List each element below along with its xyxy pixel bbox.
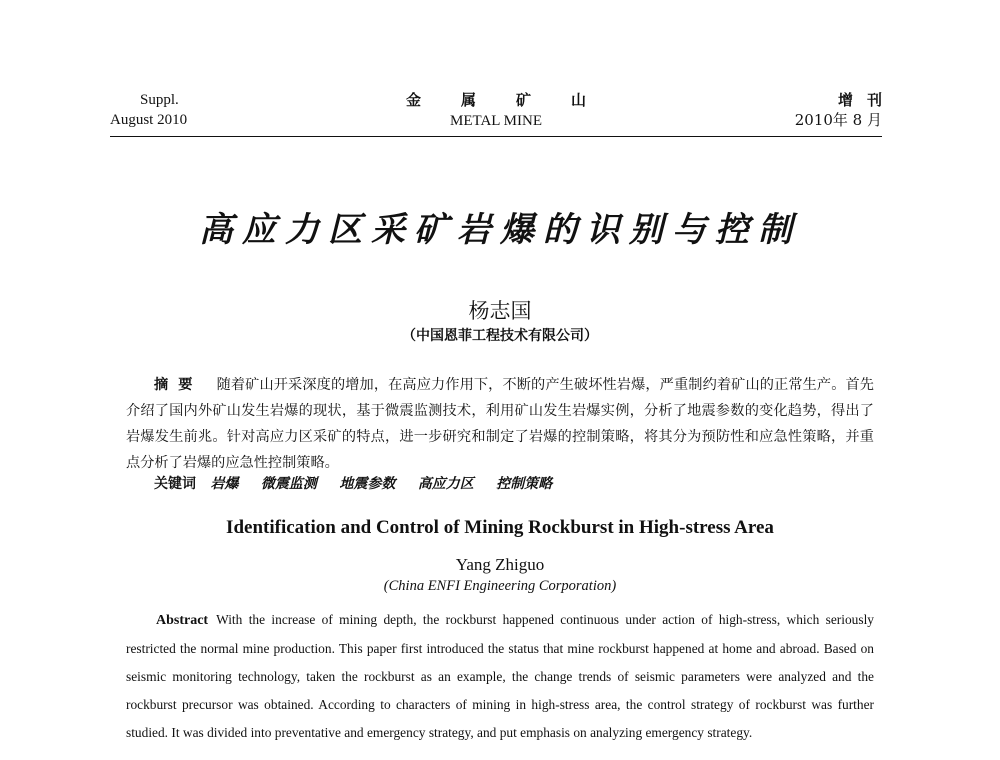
keyword-cn: 微震监测 (260, 476, 317, 492)
keyword-cn: 控制策略 (496, 476, 553, 492)
keyword-cn: 岩爆 (210, 476, 239, 492)
abstract-en-label: Abstract (156, 613, 209, 628)
header-supplement-cn: 增刊 (837, 91, 896, 109)
journal-name-cn: 金属矿山 (405, 91, 626, 109)
title-cn: 高应力区采矿岩爆的识别与控制 (199, 210, 801, 250)
keyword-cn: 地震参数 (339, 476, 396, 492)
affiliation-cn: （中国恩菲工程技术有限公司） (402, 328, 598, 344)
abstract-cn (126, 372, 874, 476)
abstract-en (126, 606, 874, 747)
keywords-cn (154, 474, 570, 494)
author-en: Yang Zhiguo (455, 555, 545, 574)
header-right (794, 90, 896, 130)
header-center (110, 90, 882, 132)
author-cn: 杨志国 (468, 299, 532, 323)
keywords-cn-label: 关键词 (154, 476, 196, 492)
header-suppl: Suppl. (140, 92, 179, 108)
title-en: Identification and Control of Mining Rockburst in High-stress Area (226, 517, 774, 538)
header-date-en: August 2010 (110, 112, 188, 128)
abstract-cn-text: 随着矿山开采深度的增加，在高应力作用下，不断的产生破坏性岩爆，严重制约着矿山的正常生产。首先介绍了国内外矿山发生岩爆的现状，基于微震监测技术，利用矿山发生岩爆实例，分析了地震参数的变化趋势，得出了岩爆发生前兆。针对高应力区采矿的特点，进一步研究和制定了岩爆的控制策略，将其分为预防性和应急性策略，并重点分析了岩爆的应急性控制策略。 (126, 377, 874, 471)
header-date-cn: 2010年 8 月 (794, 111, 882, 129)
abstract-en-text: With the increase of mining depth, the rockburst happened continuous under action of high-stress, which seriously restricted the normal mine production. This paper first introduced the status that mine rockburst happened at home and abroad. Based on seismic monitoring technology, taken the rockburst as an example, the change trends of seismic parameters were analyzed and the rockburst precursor was obtained. According to characters of mining in high-stress area, the control strategy of rockburst was further studied. It was divided into preventative and emergency strategy, and put emphasis on analyzing emergency strategy. (126, 612, 874, 740)
journal-name-en: METAL MINE (450, 113, 542, 129)
keyword-cn: 高应力区 (417, 476, 474, 492)
running-header (110, 90, 896, 140)
abstract-cn-label: 摘要 (154, 377, 203, 393)
header-rule (110, 136, 882, 137)
affiliation-en: (China ENFI Engineering Corporation) (383, 578, 617, 594)
